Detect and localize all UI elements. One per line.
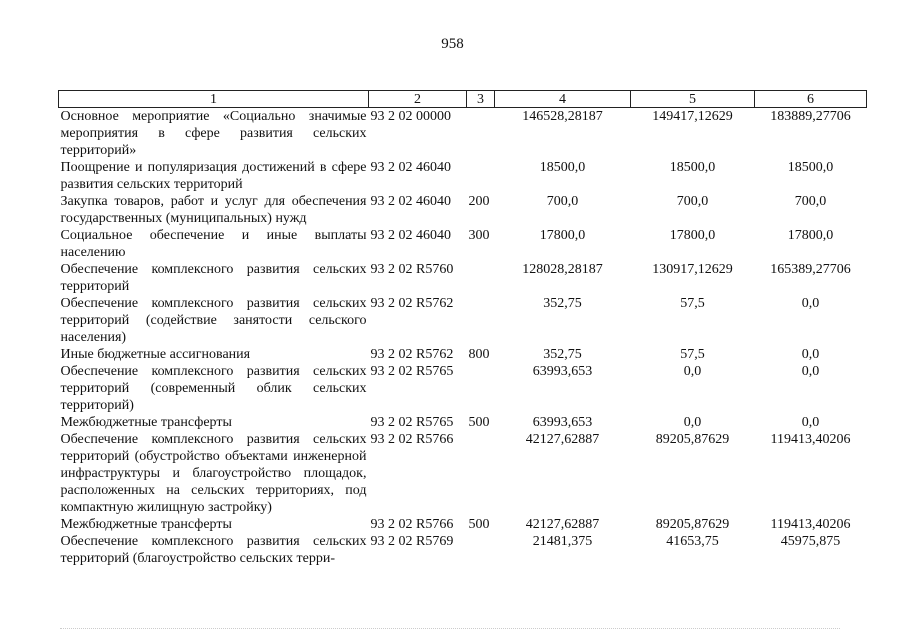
row-value-4-cell: 128028,28187 — [522, 262, 603, 277]
row-value-4-cell: 42127,62887 — [525, 517, 600, 532]
row-value-6-cell: 0,0 — [801, 347, 820, 362]
row-type-cell: 500 — [468, 517, 490, 532]
row-code-cell: 93 2 02 R5760 — [370, 262, 454, 277]
row-value-6-cell: 119413,40206 — [770, 432, 851, 447]
row-name-cell: Обеспечение комплексного развития сельских территорий (благоустройство сельских терри- — [60, 534, 367, 566]
table-row — [59, 516, 867, 533]
row-value-6-cell: 700,0 — [794, 194, 827, 209]
row-value-4-cell: 21481,375 — [532, 534, 593, 549]
row-code-cell: 93 2 02 R5762 — [370, 347, 454, 362]
row-name-cell: Иные бюджетные ассигнования — [60, 347, 251, 362]
row-value-5-cell: 149417,12629 — [652, 109, 733, 124]
row-type-cell — [467, 295, 495, 346]
row-value-4-cell: 63993,653 — [532, 364, 593, 379]
table-row — [59, 193, 867, 227]
row-value-6-cell: 183889,27706 — [770, 109, 851, 124]
row-value-4-cell: 18500,0 — [539, 160, 586, 175]
scan-noise-dots — [60, 628, 840, 633]
table-row — [59, 261, 867, 295]
row-value-5-cell: 57,5 — [680, 347, 705, 362]
row-type-cell — [467, 108, 495, 160]
row-code-cell: 93 2 02 R5766 — [370, 432, 454, 447]
row-name-cell: Межбюджетные трансферты — [60, 517, 232, 532]
row-name-cell: Межбюджетные трансферты — [60, 415, 232, 430]
table-row — [59, 414, 867, 431]
row-type-cell — [467, 431, 495, 516]
row-value-5-cell: 700,0 — [676, 194, 709, 209]
row-value-4-cell: 352,75 — [543, 296, 582, 311]
row-code-cell: 93 2 02 R5762 — [370, 296, 454, 311]
row-value-5-cell: 57,5 — [680, 296, 705, 311]
row-type-cell — [467, 261, 495, 295]
page-number: 958 — [441, 36, 464, 52]
column-header-3: 3 — [467, 91, 495, 108]
row-value-4-cell: 352,75 — [543, 347, 582, 362]
row-value-5-cell: 0,0 — [683, 364, 702, 379]
row-value-6-cell: 45975,875 — [780, 534, 841, 549]
row-code-cell: 93 2 02 R5766 — [370, 517, 454, 532]
table-row — [59, 533, 867, 567]
table-row — [59, 346, 867, 363]
row-value-4-cell: 63993,653 — [532, 415, 593, 430]
row-value-6-cell: 119413,40206 — [770, 517, 851, 532]
row-value-5-cell: 41653,75 — [666, 534, 719, 549]
row-type-cell: 800 — [468, 347, 490, 362]
row-name-cell: Основное мероприятие «Социально значимые мероприятия в сфере развития сельских территорий» — [60, 109, 367, 158]
row-type-cell: 300 — [468, 228, 490, 243]
row-name-cell: Социальное обеспечение и иные выплаты населению — [60, 228, 367, 260]
row-value-6-cell: 17800,0 — [787, 228, 834, 243]
row-value-5-cell: 0,0 — [683, 415, 702, 430]
row-value-6-cell: 18500,0 — [787, 160, 834, 175]
row-code-cell: 93 2 02 R5765 — [370, 364, 454, 379]
row-value-4-cell: 700,0 — [546, 194, 579, 209]
row-value-4-cell: 146528,28187 — [522, 109, 603, 124]
column-header-5: 5 — [631, 91, 755, 108]
table-row — [59, 159, 867, 193]
row-code-cell: 93 2 02 R5769 — [370, 534, 454, 549]
row-code-cell: 93 2 02 46040 — [370, 194, 451, 209]
row-type-cell: 500 — [468, 415, 490, 430]
row-value-5-cell: 89205,87629 — [655, 517, 730, 532]
row-name-cell: Поощрение и популяризация достижений в сфере развития сельских территорий — [60, 160, 367, 192]
row-name-cell: Обеспечение комплексного развития сельских территорий (содействие занятости сельского населения) — [60, 296, 367, 345]
row-value-6-cell: 0,0 — [801, 296, 820, 311]
column-header-6: 6 — [755, 91, 867, 108]
row-code-cell: 93 2 02 R5765 — [370, 415, 454, 430]
row-code-cell: 93 2 02 00000 — [370, 109, 451, 124]
table-row — [59, 227, 867, 261]
column-header-2: 2 — [369, 91, 467, 108]
row-value-5-cell: 17800,0 — [669, 228, 716, 243]
table-row — [59, 108, 867, 160]
column-header-1: 1 — [59, 91, 369, 108]
row-type-cell — [467, 363, 495, 414]
row-name-cell: Обеспечение комплексного развития сельских территорий (обустройство объектами инженерной инфраструктуры и благоустройство площадок, расположенных на сельских территориях, под компактную жилищную застройку) — [60, 432, 367, 515]
row-name-cell: Обеспечение комплексного развития сельских территорий (современный облик сельских территорий) — [60, 364, 367, 413]
table-header-row — [59, 91, 867, 108]
table-row — [59, 363, 867, 414]
budget-table — [58, 90, 867, 567]
row-value-6-cell: 165389,27706 — [770, 262, 851, 277]
row-code-cell: 93 2 02 46040 — [370, 228, 451, 243]
row-type-cell — [467, 159, 495, 193]
row-code-cell: 93 2 02 46040 — [370, 160, 451, 175]
row-value-6-cell: 0,0 — [801, 364, 820, 379]
row-value-4-cell: 17800,0 — [539, 228, 586, 243]
row-name-cell: Обеспечение комплексного развития сельских территорий — [60, 262, 367, 294]
row-value-5-cell: 130917,12629 — [652, 262, 733, 277]
column-header-4: 4 — [495, 91, 631, 108]
row-value-5-cell: 89205,87629 — [655, 432, 730, 447]
row-name-cell: Закупка товаров, работ и услуг для обеспечения государственных (муниципальных) нужд — [60, 194, 367, 226]
row-value-6-cell: 0,0 — [801, 415, 820, 430]
row-type-cell: 200 — [468, 194, 490, 209]
table-body — [59, 108, 867, 568]
table-row — [59, 431, 867, 516]
row-value-5-cell: 18500,0 — [669, 160, 716, 175]
table-row — [59, 295, 867, 346]
row-type-cell — [467, 533, 495, 567]
row-value-4-cell: 42127,62887 — [525, 432, 600, 447]
